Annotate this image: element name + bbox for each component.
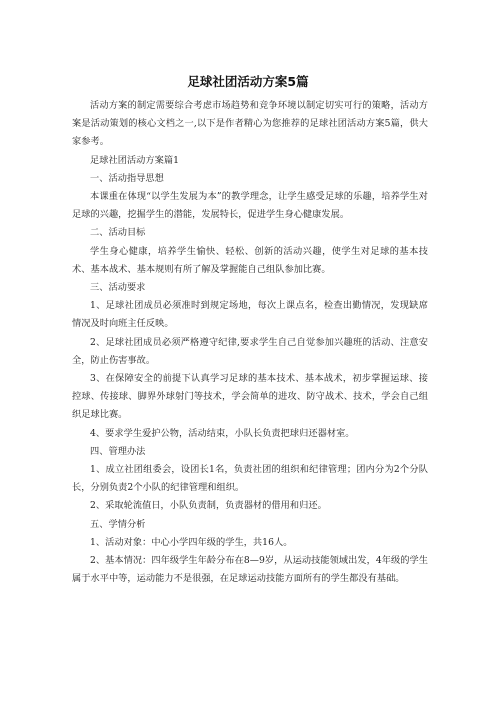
requirement-item-2: 2、足球社团成员必须严格遵守纪律,要求学生自己自觉参加兴趣班的活动、注意安全，防止伤害事故。 [72, 336, 428, 366]
paragraph-guiding-thought: 本课重在体现“以学生发展为本”的教学理念，让学生感受足球的乐趣，培养学生对足球的兴趣，挖掘学生的潜能，发展特长，促进学生身心健康发展。 [72, 191, 428, 221]
section-title-plan-1: 足球社团活动方案篇1 [90, 154, 180, 166]
requirement-item-1: 1、足球社团成员必须准时到规定场地，每次上课点名，检查出勤情况，发现缺席情况及时向班主任反映。 [72, 300, 428, 330]
heading-requirements: 三、活动要求 [90, 282, 146, 294]
analysis-item-1: 1、活动对象：中心小学四年级的学生，共16人。 [90, 536, 293, 548]
heading-goals: 二、活动目标 [90, 227, 146, 239]
paragraph-goals: 学生身心健康，培养学生愉快、轻松、创新的活动兴趣，使学生对足球的基本技术、基本战术、基本规则有所了解及掌握能自己组队参加比赛。 [72, 245, 428, 275]
requirement-item-4: 4、要求学生爱护公物，活动结束，小队长负责把球归还器材室。 [90, 427, 355, 439]
requirement-item-3: 3、在保障安全的前提下认真学习足球的基本技术、基本战术，初步掌握运球、接控球、传接球、脚界外球射门等技术，学会简单的进攻、防守战术、技术，学会自己组织足球比赛。 [72, 373, 428, 421]
heading-management: 四、管理办法 [90, 445, 146, 457]
analysis-item-2: 2、基本情况：四年级学生年龄分布在8—9岁，从运动技能领域出发，4年级的学生属于水平中等，运动能力不是很强，在足球运动技能方面所有的学生都没有基础。 [72, 555, 428, 585]
heading-guiding-thought: 一、活动指导思想 [90, 172, 164, 184]
document-body [72, 97, 428, 588]
management-item-1: 1、成立社团组委会，设团长1名，负责社团的组织和纪律管理；团内分为2个分队长，分别负责2个小队的纪律管理和组织。 [72, 464, 428, 494]
heading-student-analysis: 五、学情分析 [90, 518, 146, 530]
management-item-2: 2、采取轮流值日，小队负责制，负责器材的借用和归还。 [90, 500, 327, 512]
document-title: 足球社团活动方案5篇 [187, 74, 309, 89]
intro-paragraph: 活动方案的制定需要综合考虑市场趋势和竞争环境以制定切实可行的策略，活动方案是活动策划的核心文档之一,以下是作者精心为您推荐的足球社团活动方案5篇，供大家参考。 [72, 100, 428, 148]
